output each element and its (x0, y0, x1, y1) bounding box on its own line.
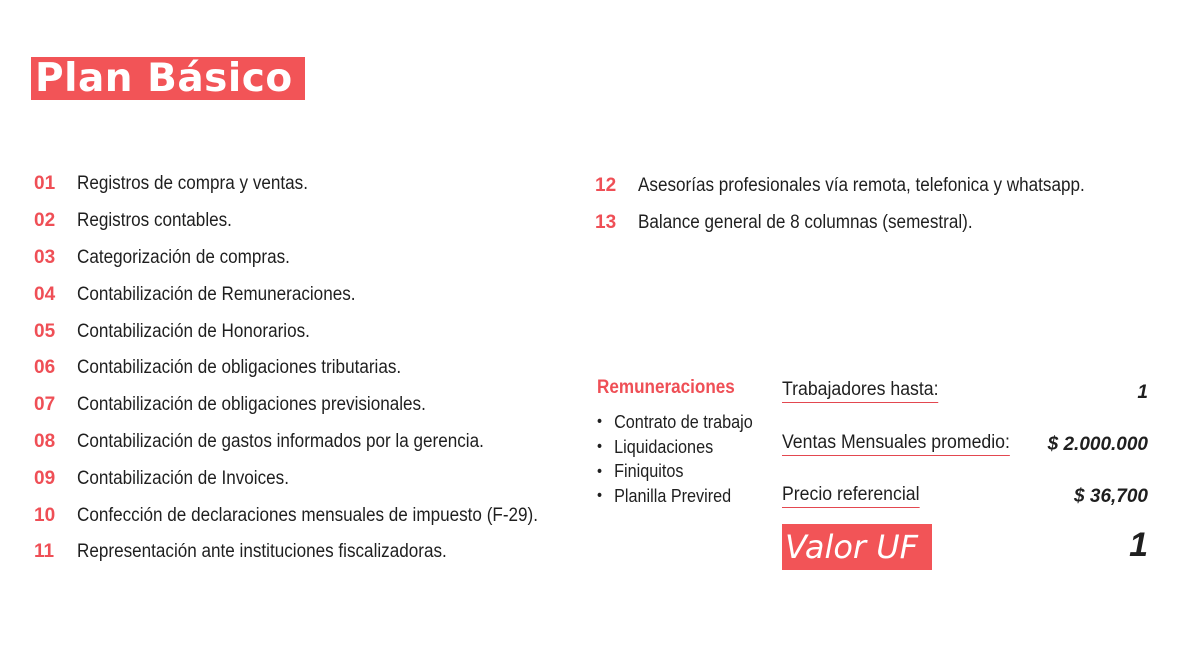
item-number: 03 (34, 246, 56, 268)
bullet-icon: • (597, 487, 603, 505)
list-item (34, 460, 589, 497)
item-number: 07 (34, 394, 56, 416)
precio-label: Precio referencial (782, 484, 919, 508)
item-number: 09 (34, 467, 56, 489)
item-text: Finiquitos (614, 461, 684, 482)
item-text: Registros contables. (77, 210, 232, 232)
list-item (34, 203, 589, 240)
services-list-right (595, 168, 1134, 242)
bullet-icon: • (597, 462, 603, 480)
item-text: Contabilización de Invoices. (77, 467, 289, 489)
item-text: Registros de compra y ventas. (77, 173, 308, 195)
trabajadores-value: 1 (1137, 382, 1148, 403)
item-text: Contabilización de obligaciones tributarias. (77, 357, 402, 379)
item-number: 08 (34, 430, 56, 452)
item-text: Asesorías profesionales vía remota, telefonica y whatsapp. (638, 175, 1085, 197)
item-text: Contabilización de Honorarios. (77, 320, 310, 342)
item-number: 10 (34, 504, 56, 526)
list-item (34, 350, 589, 387)
valor-uf-label: Valor UF (782, 524, 932, 570)
item-text: Contabilización de obligaciones previsionales. (77, 394, 426, 416)
list-item (34, 240, 589, 277)
item-text: Categorización de compras. (77, 246, 290, 268)
page-title: Plan Básico (31, 57, 305, 100)
ventas-label: Ventas Mensuales promedio: (782, 432, 1010, 456)
item-number: 05 (34, 320, 56, 342)
list-item (34, 424, 589, 461)
item-number: 13 (595, 212, 617, 234)
list-item (597, 435, 753, 460)
precio-value: $ 36,700 (1074, 486, 1148, 507)
list-item (597, 484, 753, 509)
valor-uf-value: 1 (1129, 526, 1148, 564)
item-text: Contrato de trabajo (614, 411, 753, 432)
bullet-icon: • (597, 438, 603, 456)
item-text: Planilla Previred (614, 485, 732, 506)
item-number: 02 (34, 210, 56, 232)
bullet-icon: • (597, 413, 603, 431)
item-text: Contabilización de gastos informados por la gerencia. (77, 430, 484, 452)
item-text: Liquidaciones (614, 436, 714, 457)
list-item (34, 313, 589, 350)
list-item (34, 387, 589, 424)
ventas-value: $ 2.000.000 (1047, 434, 1148, 455)
list-item (597, 410, 753, 435)
item-text: Contabilización de Remuneraciones. (77, 283, 356, 305)
services-list-left (34, 166, 589, 571)
item-number: 01 (34, 173, 56, 195)
list-item (597, 459, 753, 484)
list-item (34, 166, 589, 203)
remuneraciones-list (597, 410, 770, 509)
item-number: 04 (34, 283, 56, 305)
list-item (34, 497, 589, 534)
item-number: 11 (34, 541, 55, 563)
item-number: 12 (595, 175, 617, 197)
item-text: Representación ante instituciones fiscalizadoras. (77, 541, 447, 563)
list-item (34, 276, 589, 313)
list-item (34, 534, 589, 571)
item-number: 06 (34, 357, 56, 379)
trabajadores-label: Trabajadores hasta: (782, 379, 939, 403)
remuneraciones-heading: Remuneraciones (597, 377, 735, 398)
item-text: Confección de declaraciones mensuales de impuesto (F-29). (77, 504, 538, 526)
item-text: Balance general de 8 columnas (semestral). (638, 212, 973, 234)
list-item (595, 168, 1134, 205)
list-item (595, 205, 1134, 242)
